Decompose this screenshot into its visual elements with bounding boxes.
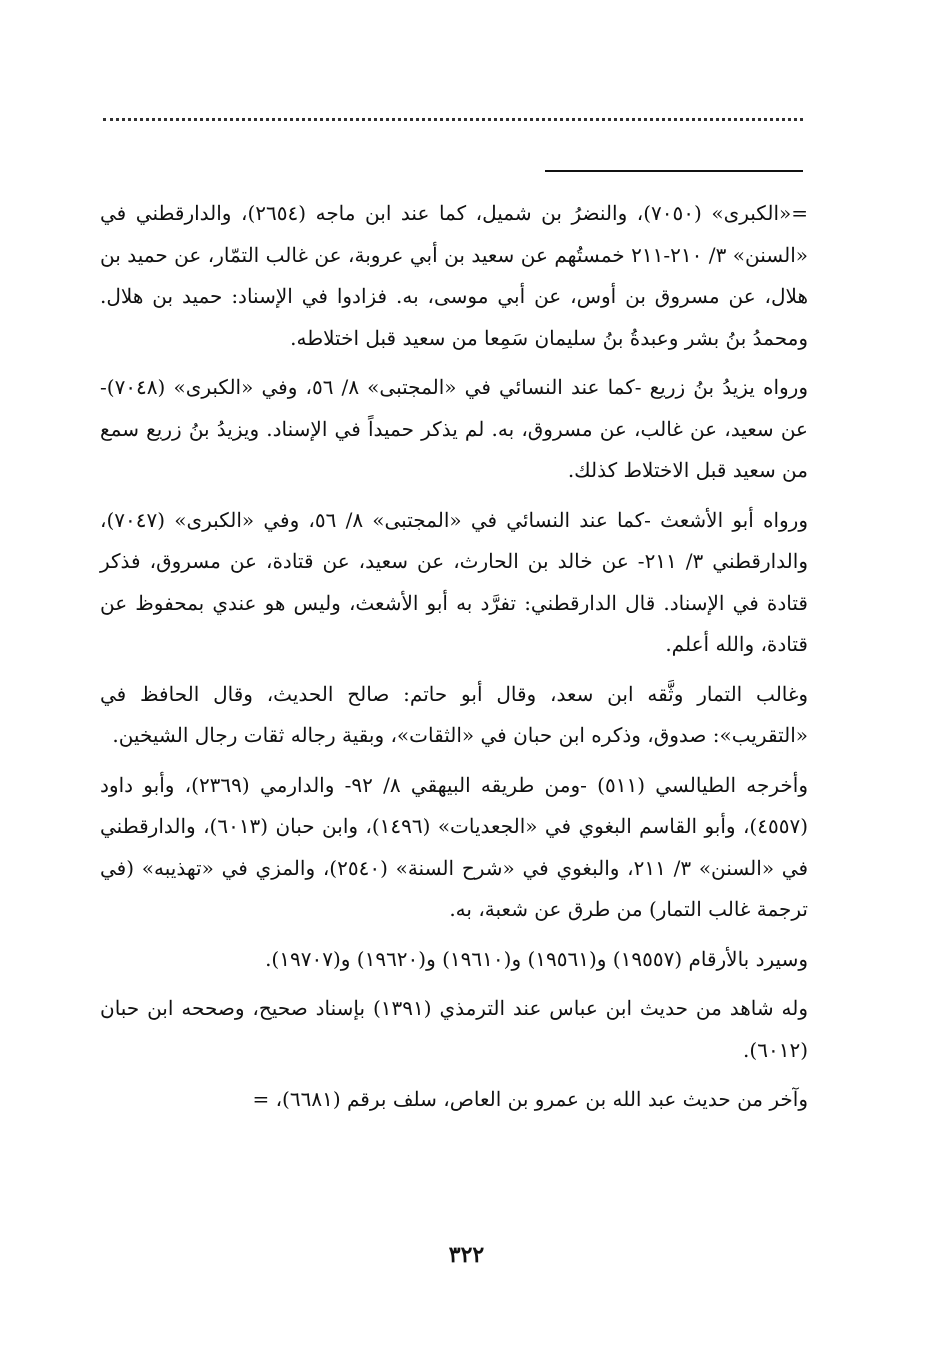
footnote-paragraph: وأخرجه الطيالسي (٥١١) -ومن طريقه البيهقي ٨/ ٩٢- والدارمي (٢٣٦٩)، وأبو داود (٤٥٥٧)، وأبو القاسم البغوي في «الجعديات» (١٤٩٦)، وابن حبان (٦٠١٣)، والدارقطني في «السنن» ٣/ ٢١١، والبغوي في «شرح السنة» (٢٥٤٠)، والمزي في «تهذيبه» (في ترجمة غالب التمار) من طرق عن شعبة، به.: [100, 772, 809, 921]
footnote-paragraph: ورواه أبو الأشعث -كما عند النسائي في «المجتبى» ٨/ ٥٦، وفي «الكبرى» (٧٠٤٧)، والدارقطني ٣/ ٢١١- عن خالد بن الحارث، عن سعيد، عن قتادة، عن مسروق، فذكر قتادة في الإسناد. قال الدارقطني: تفرَّد به أبو الأشعث، وليس هو عندي بمحفوظ عن قتادة، والله أعلم.: [100, 507, 808, 656]
page-number: ٣٢٢: [448, 1242, 485, 1268]
footnote-paragraph: وآخر من حديث عبد الله بن عمرو بن العاص، سلف برقم (٦٦٨١)، =: [252, 1087, 808, 1111]
footnote-paragraph: وغالب التمار وثَّقه ابن سعد، وقال أبو حاتم: صالح الحديث، وقال الحافظ في «التقريب»: صدوق، وذكره ابن حبان في «الثقات»، وبقية رجاله ثقات رجال الشيخين.: [100, 681, 808, 747]
footnote-paragraph: وسيرد بالأرقام (١٩٥٥٧) و(١٩٥٦١) و(١٩٦١٠) و(١٩٦٢٠) و(١٩٧٠٧).: [265, 946, 808, 971]
footnote-separator-line: [545, 170, 803, 172]
footnote-paragraph: =«الكبرى» (٧٠٥٠)، والنضرُ بن شميل، كما عند ابن ماجه (٢٦٥٤)، والدارقطني في «السنن» ٣/ ٢١٠-٢١١ خمستُهم عن سعيد بن أبي عروبة، عن غالب التمّار، عن حميد بن هلال، عن مسروق بن أوس، عن أبي موسى، به. فزادوا في الإسناد: حميد بن هلال. ومحمدُ بنُ بشر وعبدةُ بنُ سليمان سَمِعا من سعيد قبل اختلاطه.: [100, 201, 808, 350]
footnote-paragraph: وله شاهد من حديث ابن عباس عند الترمذي (١٣٩١) بإسناد صحيح، وصححه ابن حبان (٦٠١٢).: [100, 996, 808, 1062]
dotted-separator: [103, 118, 803, 121]
footnotes-block: [100, 193, 808, 1129]
footnote-paragraph: ورواه يزيدُ بنُ زريع -كما عند النسائي في «المجتبى» ٨/ ٥٦، وفي «الكبرى» (٧٠٤٨)- عن سعيد، عن غالب، عن مسروق، به. لم يذكر حميداً في الإسناد. ويزيدُ بنُ زريع سمع من سعيد قبل الاختلاط كذلك.: [100, 375, 808, 482]
